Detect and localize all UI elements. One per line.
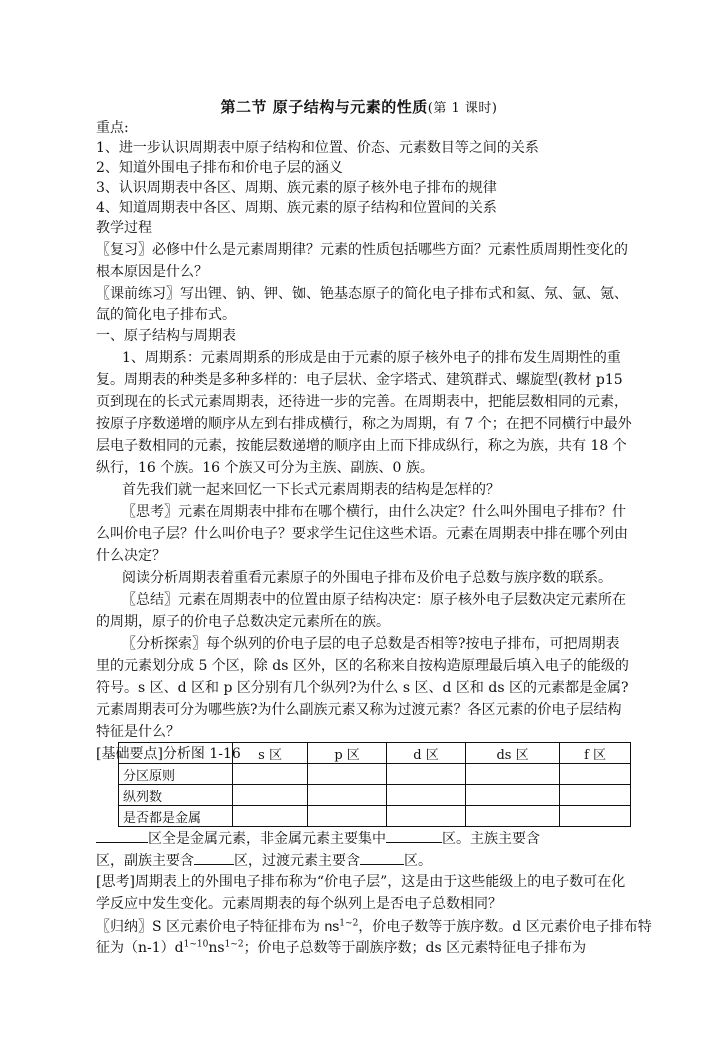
paragraph-line: 页到现在的长式元素周期表，还待进一步的完善。在周期表中，把能层数相同的元素，	[96, 394, 628, 410]
table-cell[interactable]	[233, 785, 308, 806]
fill-text: 区。主族主要含	[442, 831, 540, 847]
answer-blank[interactable]	[194, 850, 234, 865]
superscript: 1~10	[183, 939, 209, 950]
fill-text: 区，过渡元素主要含	[234, 853, 360, 869]
exercise-line-1: 〖课前练习〗写出锂、钠、钾、铷、铯基态原子的简化电子排布式和氦、氖、氩、氪、	[96, 286, 628, 302]
table-header-cell: ds 区	[465, 743, 559, 764]
table-cell[interactable]	[560, 785, 631, 806]
table-cell[interactable]	[308, 764, 387, 785]
fill-text: 区。	[404, 853, 432, 869]
fill-text: 区全是金属元素，非金属元素主要集中	[148, 831, 386, 847]
review-line-2: 根本原因是什么？	[96, 264, 208, 280]
table-cell[interactable]	[465, 764, 559, 785]
table-cell[interactable]	[465, 785, 559, 806]
table-cell[interactable]	[387, 764, 466, 785]
paragraph-line: 层电子数相同的元素，按能层数递增的顺序由上而下排成纵行，称之为族，共有 18 个	[96, 438, 627, 454]
section-heading: 一、原子结构与周期表	[96, 328, 236, 344]
table-row	[119, 806, 631, 827]
paragraph-line: 复。周期表的种类是多种多样的：电子层状、金字塔式、建筑群式、螺旋型(教材 p15	[96, 372, 623, 388]
figure-caption: [基础要点]分析图 1-16	[96, 746, 241, 762]
table-row-label: 是否都是金属	[119, 806, 233, 827]
summary-line-2	[96, 938, 636, 958]
table-row	[119, 764, 631, 785]
key-point-1: 1、进一步认识周期表中原子结构和位置、价态、元素数目等之间的关系	[96, 140, 539, 156]
superscript: 1~2	[224, 939, 244, 950]
paragraph-line: 1、周期系：元素周期系的形成是由于元素的原子核外电子的排布发生周期性的重	[122, 350, 621, 366]
table-header-cell: f 区	[560, 743, 631, 764]
key-point-2: 2、知道外围电子排布和价电子层的涵义	[96, 160, 343, 176]
formula-ns: ns	[324, 918, 340, 934]
paragraph-line: 的周期，原子的价电子总数决定元素所在的族。	[96, 614, 390, 630]
summary-text: 〖归纳〗S 区元素价电子特征排布为	[96, 919, 325, 935]
table-row-label: 纵列数	[119, 785, 233, 806]
paragraph-line: 符号。s 区、d 区和 p 区分别有几个纵列?为什么 s 区、d 区和 ds 区的元素都是金属?	[96, 680, 629, 696]
paragraph-line: 按原子序数递增的顺序从左到右排成横行，称之为周期，有 7 个；在把不同横行中最外	[96, 416, 632, 432]
key-points-heading: 重点:	[96, 120, 129, 136]
table-cell[interactable]	[387, 806, 466, 827]
think-line-1: [思考]周期表上的外围电子排布称为“价电子层”，这是由于这些能级上的电子数可在化	[96, 874, 626, 890]
paragraph-line: 元素周期表可分为哪些族?为什么副族元素又称为过渡元素？各区元素的价电子层结构	[96, 702, 622, 718]
table-cell[interactable]	[560, 806, 631, 827]
table-cell[interactable]	[308, 806, 387, 827]
paragraph-line: 里的元素划分成 5 个区，除 ds 区外，区的名称来自按构造原理最后填入电子的能级的	[96, 658, 629, 674]
summary-text: ；价电子总数等于副族序数；ds 区元素特征电子排布为	[243, 940, 587, 956]
summary-line-1	[96, 916, 652, 937]
table-cell[interactable]	[233, 806, 308, 827]
table-row-label: 分区原则	[119, 764, 233, 785]
paragraph-line: 阅读分析周期表着重看元素原子的外围电子排布及价电子总数与族序数的联系。	[122, 570, 612, 586]
paragraph-line: 么叫价电子层？什么叫价电子？要求学生记住这些术语。元素在周期表中排在哪个列由	[96, 526, 628, 542]
table-cell[interactable]	[560, 764, 631, 785]
review-line-1: 〖复习〗必修中什么是元素周期律？元素的性质包括哪些方面？元素性质周期性变化的	[96, 242, 628, 258]
paragraph-line: 〖总结〗元素在周期表中的位置由原子结构决定：原子核外电子层数决定元素所在	[122, 592, 626, 608]
fill-text: 区，副族主要含	[96, 853, 194, 869]
table-header-cell: s 区	[233, 743, 308, 764]
answer-blank[interactable]	[360, 850, 404, 865]
think-line-2: 学反应中发生变化。元素周期表的每个纵列上是否电子总数相同？	[96, 896, 502, 912]
paragraph-line: 〖思考〗元素在周期表中排布在哪个横行，由什么决定？什么叫外围电子排布？什	[122, 504, 626, 520]
key-point-3: 3、认识周期表中各区、周期、族元素的原子核外电子排布的规律	[96, 180, 497, 196]
fill-blank-line-1	[96, 828, 636, 849]
answer-blank[interactable]	[96, 828, 148, 843]
table-header-cell: p 区	[308, 743, 387, 764]
paragraph-line: 纵行，16 个族。16 个族又可分为主族、副族、0 族。	[96, 460, 434, 476]
title-main: 第二节 原子结构与元素的性质	[220, 98, 428, 116]
table-header-row	[119, 743, 631, 764]
summary-text: 征为（n-1）d	[96, 940, 184, 956]
fill-blank-line-2	[96, 850, 636, 871]
paragraph-line: 什么决定？	[96, 548, 166, 564]
table-cell[interactable]	[465, 806, 559, 827]
superscript: 1~2	[339, 918, 359, 929]
exercise-line-2: 氙的简化电子排布式。	[96, 307, 236, 323]
paragraph-line: 特征是什么？	[96, 724, 180, 740]
table-cell[interactable]	[387, 785, 466, 806]
page-title	[0, 96, 718, 117]
block-table	[118, 742, 631, 827]
teaching-process-heading: 教学过程	[96, 220, 152, 236]
table-row	[119, 785, 631, 806]
table-cell[interactable]	[233, 764, 308, 785]
paragraph-line: 首先我们就一起来回忆一下长式元素周期表的结构是怎样的？	[122, 482, 500, 498]
formula-ns: ns	[208, 940, 225, 956]
answer-blank[interactable]	[386, 828, 442, 843]
summary-text: ，价电子数等于族序数。d 区元素价电子排布特	[358, 919, 652, 935]
paragraph-line: 〖分析探索〗每个纵列的价电子层的电子总数是否相等?按电子排布，可把周期表	[122, 636, 620, 652]
table-header-cell: d 区	[387, 743, 466, 764]
title-sub: (第 1 课时)	[427, 101, 498, 116]
table-cell[interactable]	[308, 785, 387, 806]
table-corner-cell	[119, 743, 233, 764]
key-point-4: 4、知道周期表中各区、周期、族元素的原子结构和位置间的关系	[96, 200, 497, 216]
